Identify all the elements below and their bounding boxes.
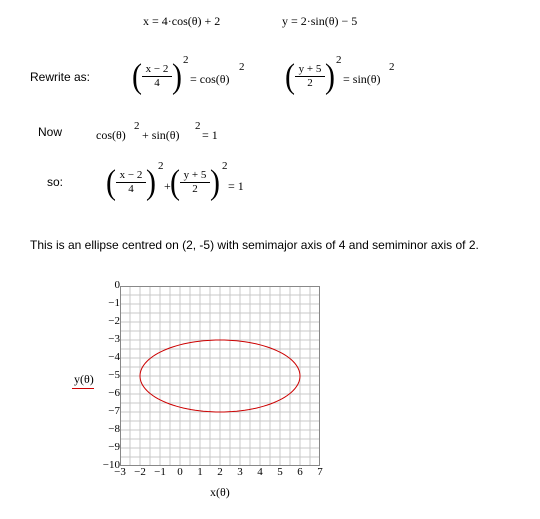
- y-tick-label: −6: [108, 387, 120, 399]
- x-tick-label: 7: [317, 466, 323, 478]
- x-tick-label: 2: [217, 466, 223, 478]
- x-definition: x = 4·cos(θ) + 2: [143, 14, 221, 28]
- y-tick-label: −5: [108, 369, 120, 381]
- rewrite-equation-2: ( $\frac{y + 5}{2}$ ) 2 = sin(θ) 2: [285, 54, 395, 96]
- x-tick-label: 4: [257, 466, 263, 478]
- legend-swatch: [72, 388, 94, 389]
- x-tick-label: 3: [237, 466, 243, 478]
- y-tick-label: −10: [102, 459, 120, 471]
- x-tick-label: 6: [297, 466, 303, 478]
- fraction-x: $\frac{x - 2}{4}$: [142, 63, 172, 90]
- x-tick-label: −1: [154, 466, 166, 478]
- y-tick-label: −9: [108, 441, 120, 453]
- identity-equation: cos(θ) 2 + sin(θ) 2 = 1: [96, 120, 218, 142]
- now-label: Now: [38, 125, 63, 139]
- y-tick-label: −7: [108, 405, 120, 417]
- x-tick-label: −3: [114, 466, 126, 478]
- x-tick-label: 0: [177, 466, 183, 478]
- x-axis-label: x(θ): [210, 485, 230, 499]
- conclusion-text: This is an ellipse centred on (2, -5) with semimajor axis of 4 and semiminor axis of 2.: [30, 238, 479, 252]
- y-tick-label: −4: [108, 351, 120, 363]
- y-tick-label: −8: [108, 423, 120, 435]
- rewrite-equation-1: ( $\frac{x - 2}{4}$ ) 2 = cos(θ) 2: [132, 54, 245, 96]
- y-tick-label: −1: [108, 297, 120, 309]
- ellipse-equation: ( $\frac{x - 2}{4}$ ) 2 + ( $\frac{y + 5}{2}$ ) 2 = 1: [106, 160, 244, 202]
- y-tick-label: −3: [108, 333, 120, 345]
- so-label: so:: [47, 175, 64, 189]
- x-tick-label: 1: [197, 466, 203, 478]
- rewrite-label: Rewrite as:: [30, 70, 91, 84]
- ellipse-plot: [60, 280, 340, 510]
- y-definition: y = 2·sin(θ) − 5: [282, 14, 358, 28]
- x-tick-label: 5: [277, 466, 283, 478]
- fraction-y: $\frac{y + 5}{2}$: [295, 63, 325, 90]
- plot-area: [120, 286, 320, 466]
- x-tick-label: −2: [134, 466, 146, 478]
- y-axis-label: y(θ): [74, 372, 94, 386]
- x-axis-ticks: [110, 466, 330, 482]
- y-tick-label: 0: [114, 279, 120, 291]
- y-tick-label: −2: [108, 315, 120, 327]
